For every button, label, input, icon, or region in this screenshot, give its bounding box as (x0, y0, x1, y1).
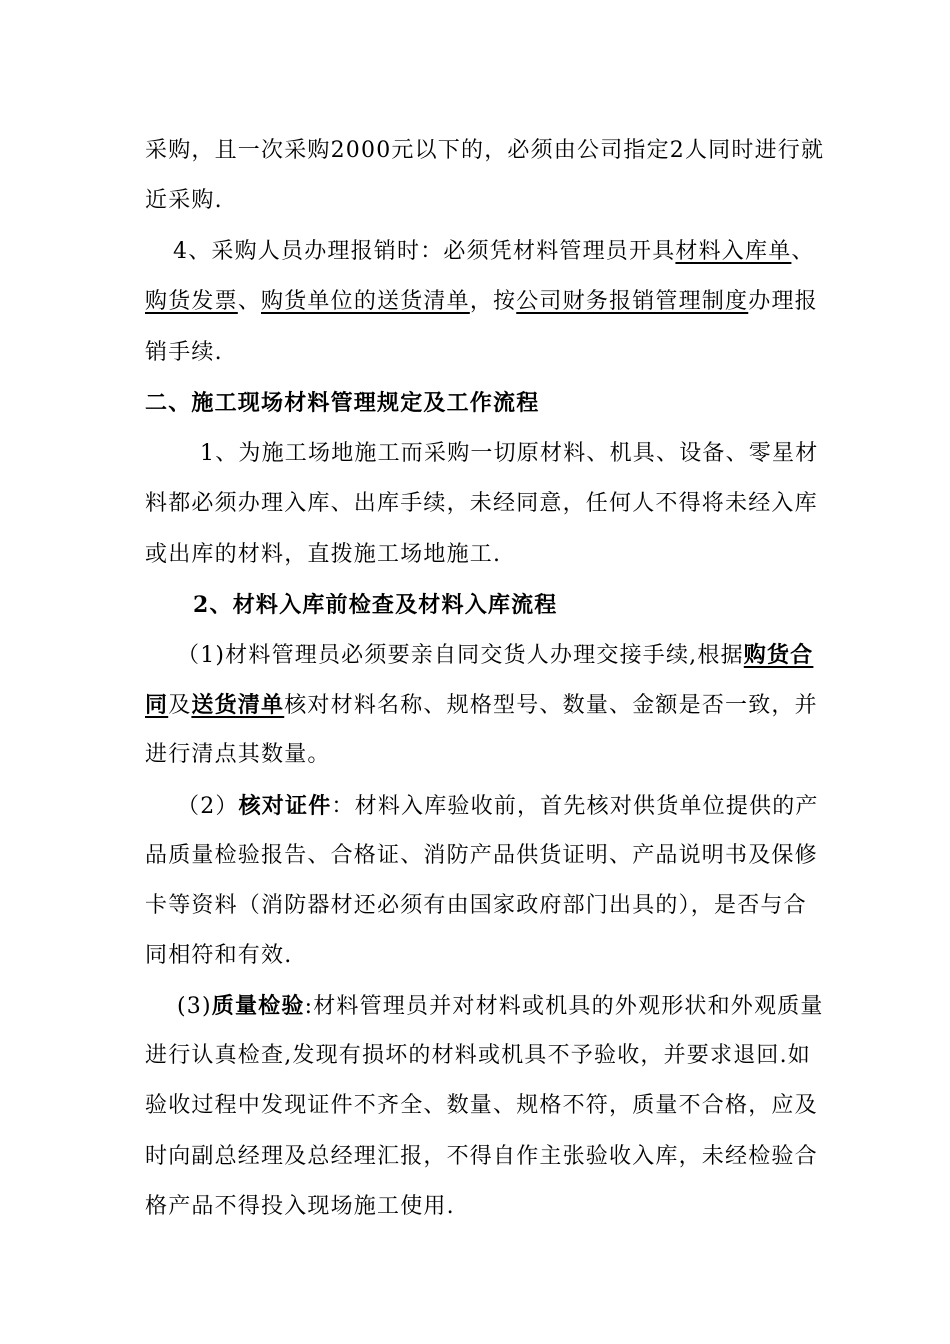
sub-2-line-4: 同相符和有效. (145, 943, 293, 968)
text-span: 、 (791, 239, 815, 264)
inbound-slip-link[interactable]: 材料入库单 (675, 239, 792, 264)
paragraph-line: 近采购. (145, 188, 223, 213)
invoice-link[interactable]: 购货发票 (145, 289, 238, 314)
sub-3-line-2: 进行认真检查,发现有损坏的材料或机具不予验收，并要求退回.如 (145, 1043, 811, 1068)
sub-1-line-2 (145, 691, 818, 720)
subsection-heading: 2、材料入库前检查及材料入库流程 (193, 592, 558, 618)
sub-2-line-3: 卡等资料（消防器材还必须有由国家政府部门出具的），是否与合 (145, 893, 807, 918)
sub-1-line-1 (177, 641, 813, 670)
item-1-line-2: 料都必须办理入库、出库手续，未经同意，任何人不得将未经入库 (145, 491, 818, 516)
text-span: ：材料入库验收前，首先核对供货单位提供的产 (331, 794, 819, 819)
text-span: （1)材料管理员必须要亲自同交货人办理交接手续,根据 (177, 643, 744, 668)
sub-3-line-3: 验收过程中发现证件不齐全、数量、规格不符，质量不合格，应及 (145, 1093, 818, 1118)
sub-2-title: 核对证件 (238, 793, 332, 819)
item-4-line-2 (145, 288, 818, 316)
sub-1-line-3: 进行清点其数量。 (145, 742, 331, 767)
sub-3-line-1 (177, 992, 824, 1021)
delivery-list-link[interactable]: 购货单位的送货清单 (261, 289, 470, 314)
sub-2-line-2: 品质量检验报告、合格证、消防产品供货证明、产品说明书及保修 (145, 843, 818, 868)
text-span: 、 (237, 289, 262, 314)
delivery-list-link[interactable]: 送货清单 (191, 692, 285, 718)
section-heading: 二、施工现场材料管理规定及工作流程 (145, 390, 540, 416)
finance-policy-link[interactable]: 公司财务报销管理制度 (516, 289, 749, 314)
text-span: （2） (177, 794, 239, 819)
text-span: ，按 (469, 289, 517, 314)
item-1-line-1: 1、为施工场地施工而采购一切原材料、机具、设备、零星材 (200, 441, 819, 466)
paragraph-line: 采购，且一次采购2000元以下的，必须由公司指定2人同时进行就 (145, 138, 825, 163)
text-span: 及 (168, 693, 192, 718)
sub-2-line-1 (177, 792, 819, 821)
text-span: (3) (177, 994, 212, 1019)
text-span: 办理报 (748, 289, 818, 314)
item-4-line-1 (173, 238, 815, 266)
sub-3-title: 质量检验 (211, 993, 305, 1019)
text-span: :材料管理员并对材料或机具的外观形状和外观质量 (304, 994, 824, 1019)
item-4-line-3: 销手续. (145, 340, 223, 365)
item-1-line-3: 或出库的材料，直拨施工场地施工. (145, 542, 502, 567)
purchase-contract-link-cont[interactable]: 同 (145, 692, 169, 718)
sub-3-line-5: 格产品不得投入现场施工使用. (145, 1194, 455, 1219)
purchase-contract-link[interactable]: 购货合 (743, 642, 814, 668)
text-span: 4、采购人员办理报销时：必须凭材料管理员开具 (173, 239, 676, 264)
sub-3-line-4: 时向副总经理及总经理汇报，不得自作主张验收入库，未经检验合 (145, 1144, 818, 1169)
text-span: 核对材料名称、规格型号、数量、金额是否一致，并 (284, 693, 818, 718)
